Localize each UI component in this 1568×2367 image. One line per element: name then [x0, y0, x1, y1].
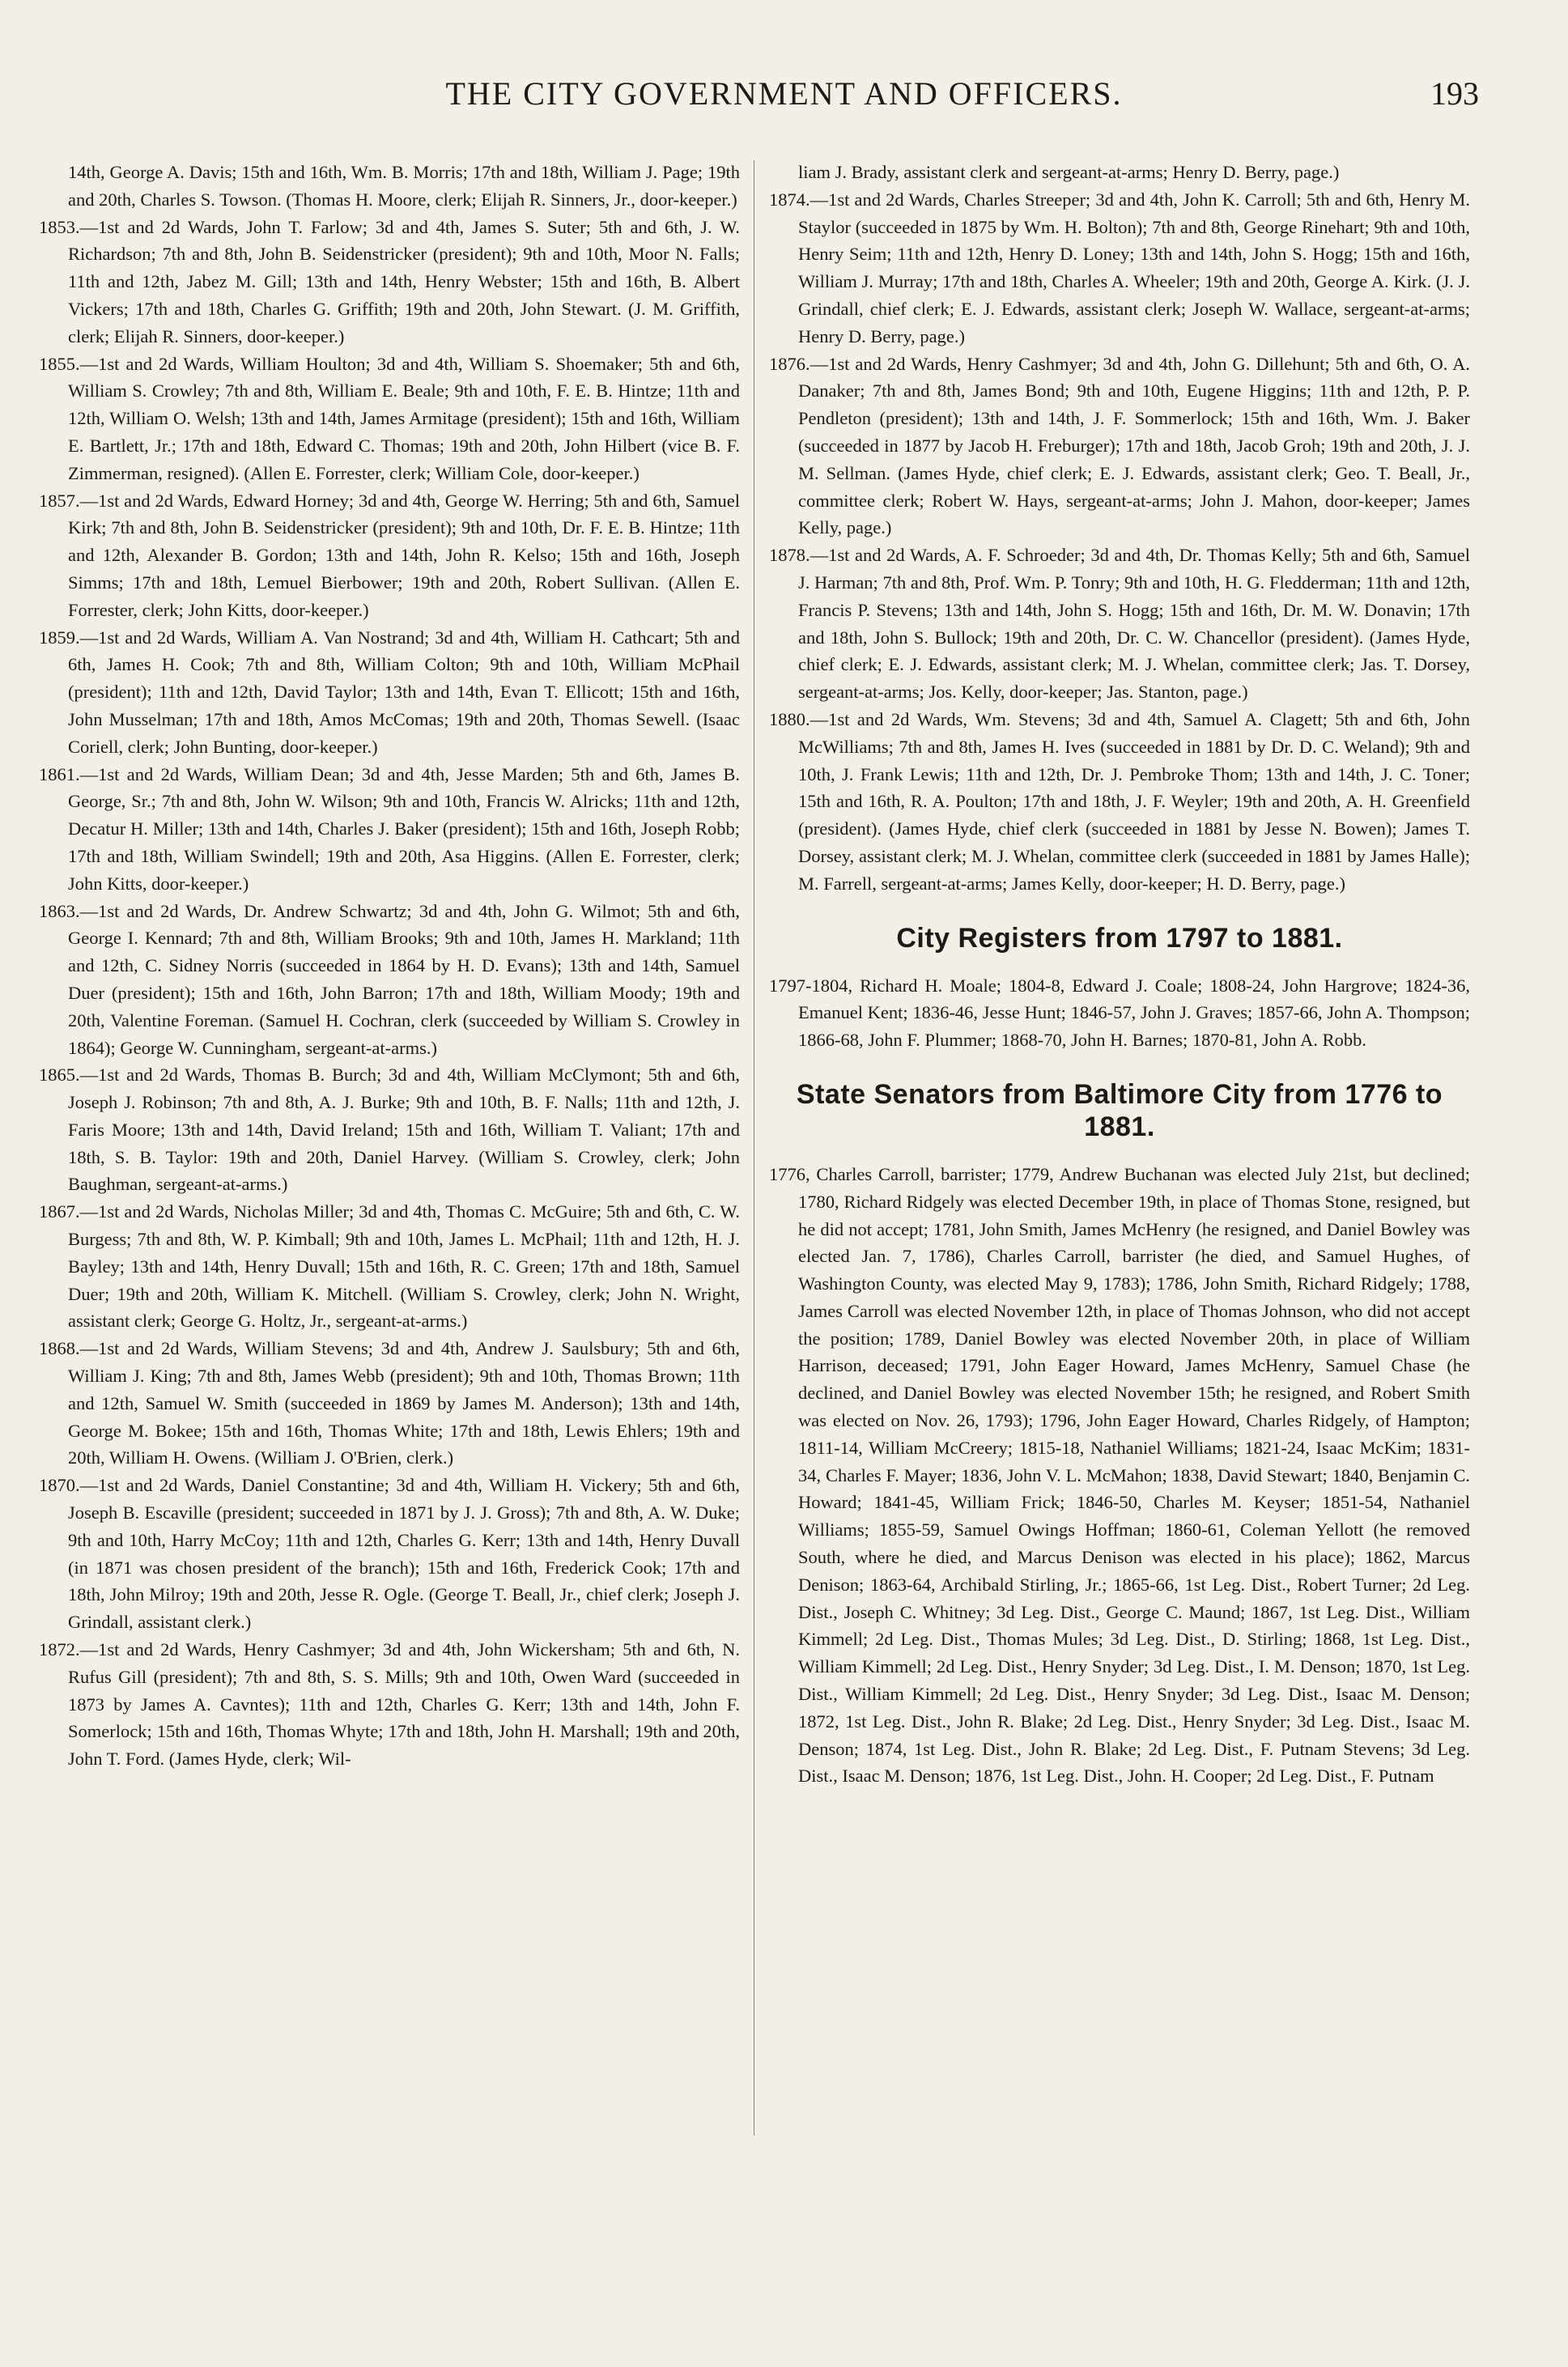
- running-head: [0, 74, 1568, 123]
- senators-heading: State Senators from Baltimore City from 1776 to 1881.: [796, 1078, 1443, 1142]
- entry-1865: 1865.—1st and 2d Wards, Thomas B. Burch; 3d and 4th, William McClymont; 5th and 6th, Joseph J. Robinson; 7th and 8th, A. J. Burke; 9th and 10th, B. F. Nalls; 11th and 12th, J. Faris Moore; 13th and 14th, David Ireland; 15th and 16th, William T. Valiant; 17th and 18th, S. B. Taylor: 19th and 20th, Daniel Harvey. (William S. Crowley, clerk; John Baughman, sergeant-at-arms.): [39, 1065, 740, 1195]
- entry-1878: 1878.—1st and 2d Wards, A. F. Schroeder; 3d and 4th, Dr. Thomas Kelly; 5th and 6th, Samuel J. Harman; 7th and 8th, Prof. Wm. P. Tonry; 9th and 10th, H. G. Fledderman; 11th and 12th, Francis P. Stevens; 13th and 14th, John S. Hogg; 15th and 16th, Dr. M. W. Donavin; 17th and 18th, John S. Bullock; 19th and 20th, Dr. C. W. Chancellor (president). (James Hyde, chief clerk; E. J. Edwards, assistant clerk; M. J. Whelan, committee clerk; Jas. T. Dorsey, sergeant-at-arms; Jos. Kelly, door-keeper; Jas. Stanton, page.): [769, 545, 1470, 703]
- entry-1859: 1859.—1st and 2d Wards, William A. Van Nostrand; 3d and 4th, William H. Cathcart; 5th and 6th, James H. Cook; 7th and 8th, William Colton; 9th and 10th, William McPhail (president); 11th and 12th, David Taylor; 13th and 14th, Evan T. Ellicott; 15th and 16th, John Musselman; 17th and 18th, Amos McComas; 19th and 20th, Thomas Sewell. (Isaac Coriell, clerk; John Bunting, door-keeper.): [39, 627, 740, 757]
- entry-1874: 1874.—1st and 2d Wards, Charles Streeper; 3d and 4th, John K. Carroll; 5th and 6th, Henry M. Staylor (succeeded in 1875 by Wm. H. Bolton); 7th and 8th, George Rinehart; 9th and 10th, Henry Seim; 11th and 12th, Henry D. Loney; 13th and 14th, John S. Hogg; 15th and 16th, William J. Murray; 17th and 18th, Charles A. Wheeler; 19th and 20th, George A. Kirk. (J. J. Grindall, chief clerk; E. J. Edwards, assistant clerk; Joseph W. Wallace, sergeant-at-arms; Henry D. Berry, page.): [769, 189, 1470, 346]
- running-title: THE CITY GOVERNMENT AND OFFICERS.: [445, 75, 1123, 112]
- entry-1855: 1855.—1st and 2d Wards, William Houlton; 3d and 4th, William S. Shoemaker; 5th and 6th, William S. Crowley; 7th and 8th, William E. Beale; 9th and 10th, F. E. B. Hintze; 11th and 12th, William O. Welsh; 13th and 14th, James Armitage (president); 15th and 16th, William E. Bartlett, Jr.; 17th and 18th, Edward C. Thomas; 19th and 20th, John Hilbert (vice B. F. Zimmerman, resigned). (Allen E. Forrester, clerk; William Cole, door-keeper.): [39, 353, 740, 483]
- entry-1867: 1867.—1st and 2d Wards, Nicholas Miller; 3d and 4th, Thomas C. McGuire; 5th and 6th, C. W. Burgess; 7th and 8th, W. P. Kimball; 9th and 10th, James L. McPhail; 11th and 12th, H. J. Bayley; 13th and 14th, Henry Duvall; 15th and 16th, R. C. Green; 17th and 18th, Samuel Duer; 19th and 20th, William K. Mitchell. (William S. Crowley, clerk; John N. Wright, assistant clerk; George G. Holtz, Jr., sergeant-at-arms.): [39, 1201, 740, 1332]
- senators-list: 1776, Charles Carroll, barrister; 1779, Andrew Buchanan was elected July 21st, but declined; 1780, Richard Ridgely was elected December 19th, in place of Thomas Stone, resigned, but he did not accept; 1781, John Smith, James McHenry (he resigned, and Daniel Bowley was elected Jan. 7, 1786), Charles Carroll, barrister (he died, and Samuel Hughes, of Washington County, was elected May 9, 1783); 1786, John Smith, Richard Ridgely; 1788, James Carroll was elected November 12th, in place of Thomas Johnson, who did not accept the position; 1789, Daniel Bowley was elected November 20th, in place of William Harrison, deceased; 1791, John Eager Howard, James McHenry, Samuel Chase (he declined, and Daniel Bowley was elected November 15th; he resigned, and Robert Smith was elected on Nov. 26, 1793); 1796, John Eager Howard, Charles Ridgely, of Hampton; 1811-14, William McCreery; 1815-18, Nathaniel Williams; 1821-24, Isaac McKim; 1831-34, Charles F. Mayer; 1836, John V. L. McMahon; 1838, David Stewart; 1840, Benjamin C. Howard; 1841-45, William Frick; 1846-50, Charles M. Keyser; 1851-54, Nathaniel Williams; 1855-59, Samuel Owings Hoffman; 1860-61, Coleman Yellott (he removed South, where he died, and Marcus Denison was elected in his place); 1862, Marcus Denison; 1863-64, Archibald Stirling, Jr.; 1865-66, 1st Leg. Dist., Robert Turner; 2d Leg. Dist., Joseph C. Whitney; 3d Leg. Dist., George C. Maund; 1867, 1st Leg. Dist., William Kimmell; 2d Leg. Dist., Thomas Mules; 3d Leg. Dist., D. Stirling; 1868, 1st Leg. Dist., William Kimmell; 2d Leg. Dist., Henry Snyder; 3d Leg. Dist., I. M. Denson; 1870, 1st Leg. Dist., William Kimmell; 2d Leg. Dist., Henry Snyder; 3d Leg. Dist., Isaac M. Denson; 1872, 1st Leg. Dist., John R. Blake; 2d Leg. Dist., Henry Snyder; 3d Leg. Dist., Isaac M. Denson; 1874, 1st Leg. Dist., John R. Blake; 2d Leg. Dist., F. Putnam Stevens; 3d Leg. Dist., Isaac M. Denson; 1876, 1st Leg. Dist., John. H. Cooper; 2d Leg. Dist., F. Putnam: [769, 1163, 1470, 1787]
- entry-1872-continued: liam J. Brady, assistant clerk and sergeant-at-arms; Henry D. Berry, page.): [798, 162, 1340, 182]
- left-column: [39, 159, 740, 1773]
- entry-1853: 1853.—1st and 2d Wards, John T. Farlow; 3d and 4th, James S. Suter; 5th and 6th, J. W. Richardson; 7th and 8th, John B. Seidenstricker (president); 9th and 10th, Moor N. Falls; 11th and 12th, Jabez M. Gill; 13th and 14th, Henry Webster; 15th and 16th, B. Albert Vickers; 17th and 18th, Charles G. Griffith; 19th and 20th, John Stewart. (J. M. Griffith, clerk; Elijah R. Sinners, door-keeper.): [39, 216, 740, 346]
- entry-1876: 1876.—1st and 2d Wards, Henry Cashmyer; 3d and 4th, John G. Dillehunt; 5th and 6th, O. A. Danaker; 7th and 8th, James Bond; 9th and 10th, Eugene Higgins; 11th and 12th, P. P. Pendleton (president); 13th and 14th, J. F. Sommerlock; 15th and 16th, Wm. J. Baker (succeeded in 1877 by Jacob H. Freburger); 17th and 18th, Jacob Groh; 19th and 20th, J. J. M. Sellman. (James Hyde, chief clerk; E. J. Edwards, assistant clerk; Geo. T. Beall, Jr., committee clerk; Robert W. Hays, sergeant-at-arms; John J. Mahon, door-keeper; James Kelly, page.): [769, 353, 1470, 538]
- entry-1880: 1880.—1st and 2d Wards, Wm. Stevens; 3d and 4th, Samuel A. Clagett; 5th and 6th, John McWilliams; 7th and 8th, James H. Ives (succeeded in 1881 by Dr. D. C. Weland); 9th and 10th, J. Frank Lewis; 11th and 12th, Dr. J. Pembroke Thom; 13th and 14th, J. C. Toner; 15th and 16th, R. A. Poulton; 17th and 18th, J. F. Weyler; 19th and 20th, A. H. Greenfield (president). (James Hyde, chief clerk (succeeded in 1881 by Jesse N. Bowen); James T. Dorsey, assistant clerk; M. J. Whelan, committee clerk (succeeded in 1881 by James Halle); M. Farrell, sergeant-at-arms; James Kelly, door-keeper; H. D. Berry, page.): [769, 708, 1470, 894]
- registers-heading: City Registers from 1797 to 1881.: [896, 922, 1343, 954]
- right-column: [769, 159, 1470, 1790]
- entry-1872: 1872.—1st and 2d Wards, Henry Cashmyer; 3d and 4th, John Wickersham; 5th and 6th, N. Rufus Gill (president); 7th and 8th, S. S. Mills; 9th and 10th, Owen Ward (succeeded in 1873 by James A. Cavntes); 11th and 12th, Charles G. Kerr; 13th and 14th, John F. Somerlock; 15th and 16th, Thomas Whyte; 17th and 18th, John H. Marshall; 19th and 20th, John T. Ford. (James Hyde, clerk; Wil-: [39, 1639, 740, 1770]
- entry-1861: 1861.—1st and 2d Wards, William Dean; 3d and 4th, Jesse Marden; 5th and 6th, James B. George, Sr.; 7th and 8th, John W. Wilson; 9th and 10th, Francis W. Alricks; 11th and 12th, Decatur H. Miller; 13th and 14th, Charles J. Baker (president); 15th and 16th, Joseph Robb; 17th and 18th, William Swindell; 19th and 20th, Asa Higgins. (Allen E. Forrester, clerk; John Kitts, door-keeper.): [39, 763, 740, 894]
- entry-1851-continued: 14th, George A. Davis; 15th and 16th, Wm. B. Morris; 17th and 18th, William J. Page; 19th and 20th, Charles S. Towson. (Thomas H. Moore, clerk; Elijah R. Sinners, Jr., door-keeper.): [68, 162, 740, 210]
- entry-1857: 1857.—1st and 2d Wards, Edward Horney; 3d and 4th, George W. Herring; 5th and 6th, Samuel Kirk; 7th and 8th, John B. Seidenstricker (president); 9th and 10th, Dr. F. E. B. Hintze; 11th and 12th, Alexander B. Gordon; 13th and 14th, John R. Kelso; 15th and 16th, Joseph Simms; 17th and 18th, Lemuel Bierbower; 19th and 20th, Robert Sullivan. (Allen E. Forrester, clerk; John Kitts, door-keeper.): [39, 490, 740, 620]
- page-number: 193: [1430, 75, 1479, 112]
- registers-list: 1797-1804, Richard H. Moale; 1804-8, Edward J. Coale; 1808-24, John Hargrove; 1824-36, Emanuel Kent; 1836-46, Jesse Hunt; 1846-57, John J. Graves; 1857-66, John A. Thompson; 1866-68, John F. Plummer; 1868-70, John H. Barnes; 1870-81, John A. Robb.: [769, 975, 1470, 1051]
- entry-1868: 1868.—1st and 2d Wards, William Stevens; 3d and 4th, Andrew J. Saulsbury; 5th and 6th, William J. King; 7th and 8th, James Webb (president); 9th and 10th, Thomas Brown; 11th and 12th, Samuel W. Smith (succeeded in 1869 by James M. Anderson); 13th and 14th, George M. Bokee; 15th and 16th, Thomas White; 17th and 18th, Lewis Ehlers; 19th and 20th, William H. Owens. (William J. O'Brien, clerk.): [39, 1338, 740, 1468]
- entry-1870: 1870.—1st and 2d Wards, Daniel Constantine; 3d and 4th, William H. Vickery; 5th and 6th, Joseph B. Escaville (president; succeeded in 1871 by J. J. Gross); 7th and 8th, A. W. Duke; 9th and 10th, Harry McCoy; 11th and 12th, Charles G. Kerr; 13th and 14th, Henry Duvall (in 1871 was chosen president of the branch); 15th and 16th, Frederick Cook; 17th and 18th, John Milroy; 19th and 20th, Jesse R. Ogle. (George T. Beall, Jr., chief clerk; Joseph J. Grindall, assistant clerk.): [39, 1475, 740, 1633]
- entry-1863: 1863.—1st and 2d Wards, Dr. Andrew Schwartz; 3d and 4th, John G. Wilmot; 5th and 6th, George I. Kennard; 7th and 8th, William Brooks; 9th and 10th, James H. Markland; 11th and 12th, C. Sidney Norris (succeeded in 1864 by H. D. Evans); 13th and 14th, Samuel Duer (president); 15th and 16th, John Barron; 17th and 18th, William Moody; 19th and 20th, Valentine Foreman. (Samuel H. Cochran, clerk (succeeded by William S. Crowley in 1864); George W. Cunningham, sergeant-at-arms.): [39, 900, 740, 1058]
